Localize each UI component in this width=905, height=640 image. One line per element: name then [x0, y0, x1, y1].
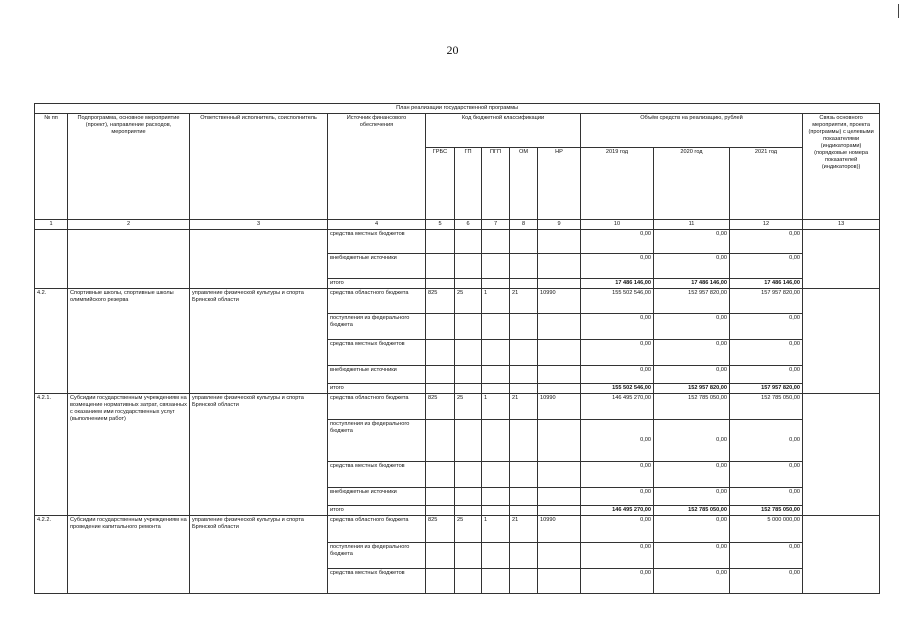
code-nr: 10990 — [538, 516, 581, 543]
source-local: средства местных бюджетов — [328, 462, 426, 488]
value-2021: 0,00 — [730, 462, 803, 488]
value-2019: 0,00 — [581, 462, 654, 488]
value-2021: 5 000 000,00 — [730, 516, 803, 543]
indicator-link — [803, 394, 880, 516]
code-pgp: 1 — [482, 289, 510, 314]
value-2021: 0,00 — [730, 366, 803, 384]
header-num: № пп — [35, 114, 68, 220]
header-2020: 2020 год — [654, 148, 730, 220]
value-2021: 0,00 — [730, 543, 803, 569]
header-subprogram: Подпрограмма, основное мероприятие (проект), направление расходов, мероприятие — [68, 114, 190, 220]
header-2019: 2019 год — [581, 148, 654, 220]
source-total: итого — [328, 279, 426, 289]
value-2019: 0,00 — [581, 340, 654, 366]
value-2021: 0,00 — [730, 420, 803, 462]
value-2020: 0,00 — [654, 340, 730, 366]
total-2021: 17 486 146,00 — [730, 279, 803, 289]
col-number: 13 — [803, 220, 880, 230]
value-2021: 0,00 — [730, 230, 803, 254]
value-2019: 0,00 — [581, 366, 654, 384]
total-2020: 152 785 050,00 — [654, 506, 730, 516]
carryover-executor — [190, 230, 328, 289]
carryover-name — [68, 230, 190, 289]
code-gp: 25 — [455, 289, 482, 314]
source-total: итого — [328, 506, 426, 516]
code-pgp: 1 — [482, 394, 510, 420]
source-federal: поступления из федерального бюджета — [328, 543, 426, 569]
value-2019: 146 495 270,00 — [581, 394, 654, 420]
value-2021: 0,00 — [730, 314, 803, 340]
header-pgp: ПГП — [482, 148, 510, 220]
value-2021: 157 957 820,00 — [730, 289, 803, 314]
total-2019: 17 486 146,00 — [581, 279, 654, 289]
col-number: 5 — [426, 220, 455, 230]
header-executor: Ответственный исполнитель, соисполнитель — [190, 114, 328, 220]
item-name: Спортивные школы, спортивные школы олимпийского резерва — [68, 289, 190, 394]
page-number: 20 — [446, 43, 459, 57]
header-gp: ГП — [455, 148, 482, 220]
code-grbs: 825 — [426, 516, 455, 543]
code-gp: 25 — [455, 394, 482, 420]
header-budget-code: Код бюджетной классификации — [426, 114, 581, 148]
source-federal: поступления из федерального бюджета — [328, 314, 426, 340]
table-title: План реализации государственной программы — [35, 104, 880, 114]
item-name: Субсидии государственным учреждениям на проведение капитального ремонта — [68, 516, 190, 594]
value-2019: 0,00 — [581, 230, 654, 254]
col-number: 6 — [455, 220, 482, 230]
value-2021: 0,00 — [730, 569, 803, 594]
value-2020: 0,00 — [654, 462, 730, 488]
header-volume: Объём средств на реализацию, рублей — [581, 114, 803, 148]
indicator-link — [803, 289, 880, 394]
header-grbs: ГРБС — [426, 148, 455, 220]
value-2020: 0,00 — [654, 569, 730, 594]
source-offbudget: внебюджетные источники — [328, 488, 426, 506]
value-2020: 0,00 — [654, 543, 730, 569]
source-offbudget: внебюджетные источники — [328, 366, 426, 384]
code-pgp: 1 — [482, 516, 510, 543]
code-om: 21 — [510, 516, 538, 543]
indicator-link — [803, 516, 880, 594]
item-num: 4.2.1. — [35, 394, 68, 516]
value-2020: 0,00 — [654, 314, 730, 340]
value-2019: 0,00 — [581, 488, 654, 506]
col-number: 11 — [654, 220, 730, 230]
value-2021: 0,00 — [730, 254, 803, 279]
value-2020: 0,00 — [654, 488, 730, 506]
value-2019: 0,00 — [581, 420, 654, 462]
col-number: 2 — [68, 220, 190, 230]
value-2021: 152 785 050,00 — [730, 394, 803, 420]
code-gp: 25 — [455, 516, 482, 543]
col-number: 10 — [581, 220, 654, 230]
indicator-link — [803, 230, 880, 289]
item-executor: управление физической культуры и спорта Брянской области — [190, 289, 328, 394]
total-2021: 152 785 050,00 — [730, 506, 803, 516]
col-number: 7 — [482, 220, 510, 230]
col-number: 1 — [35, 220, 68, 230]
edge-mark — [898, 4, 899, 18]
value-2020: 0,00 — [654, 516, 730, 543]
total-2020: 152 957 820,00 — [654, 384, 730, 394]
value-2019: 155 502 546,00 — [581, 289, 654, 314]
col-number: 9 — [538, 220, 581, 230]
item-num: 4.2. — [35, 289, 68, 394]
source-local: средства местных бюджетов — [328, 569, 426, 594]
source-federal: поступления из федерального бюджета — [328, 420, 426, 462]
code-nr: 10990 — [538, 394, 581, 420]
value-2020: 0,00 — [654, 366, 730, 384]
value-2019: 0,00 — [581, 543, 654, 569]
header-source: Источник финансового обеспечения — [328, 114, 426, 220]
header-nr: НР — [538, 148, 581, 220]
value-2020: 0,00 — [654, 254, 730, 279]
value-2020: 0,00 — [654, 420, 730, 462]
col-number: 4 — [328, 220, 426, 230]
program-plan-table — [34, 103, 880, 594]
header-link: Связь основного мероприятия, проекта (программы) с целевыми показателями (индикаторами) (порядковые номера показателей (индикаторов)) — [803, 114, 880, 220]
value-2020: 152 957 820,00 — [654, 289, 730, 314]
source-local: средства местных бюджетов — [328, 230, 426, 254]
code-om: 21 — [510, 394, 538, 420]
source-regional: средства областного бюджета — [328, 394, 426, 420]
total-2020: 17 486 146,00 — [654, 279, 730, 289]
col-number: 12 — [730, 220, 803, 230]
value-2019: 0,00 — [581, 254, 654, 279]
total-2019: 155 502 546,00 — [581, 384, 654, 394]
value-2020: 152 785 050,00 — [654, 394, 730, 420]
item-executor: управление физической культуры и спорта Брянской области — [190, 394, 328, 516]
header-om: ОМ — [510, 148, 538, 220]
code-grbs: 825 — [426, 394, 455, 420]
value-2021: 0,00 — [730, 340, 803, 366]
source-offbudget: внебюджетные источники — [328, 254, 426, 279]
total-2021: 157 957 820,00 — [730, 384, 803, 394]
item-name: Субсидии государственным учреждениям на возмещение нормативных затрат, связанных с оказанием ими государственных услуг (выполнением работ) — [68, 394, 190, 516]
code-nr: 10990 — [538, 289, 581, 314]
col-number: 8 — [510, 220, 538, 230]
total-2019: 146 495 270,00 — [581, 506, 654, 516]
source-regional: средства областного бюджета — [328, 516, 426, 543]
source-regional: средства областного бюджета — [328, 289, 426, 314]
value-2019: 0,00 — [581, 569, 654, 594]
value-2019: 0,00 — [581, 516, 654, 543]
value-2020: 0,00 — [654, 230, 730, 254]
col-number: 3 — [190, 220, 328, 230]
code-grbs: 825 — [426, 289, 455, 314]
value-2021: 0,00 — [730, 488, 803, 506]
carryover-num — [35, 230, 68, 289]
source-local: средства местных бюджетов — [328, 340, 426, 366]
header-2021: 2021 год — [730, 148, 803, 220]
source-total: итого — [328, 384, 426, 394]
item-num: 4.2.2. — [35, 516, 68, 594]
value-2019: 0,00 — [581, 314, 654, 340]
code-om: 21 — [510, 289, 538, 314]
item-executor: управление физической культуры и спорта Брянской области — [190, 516, 328, 594]
